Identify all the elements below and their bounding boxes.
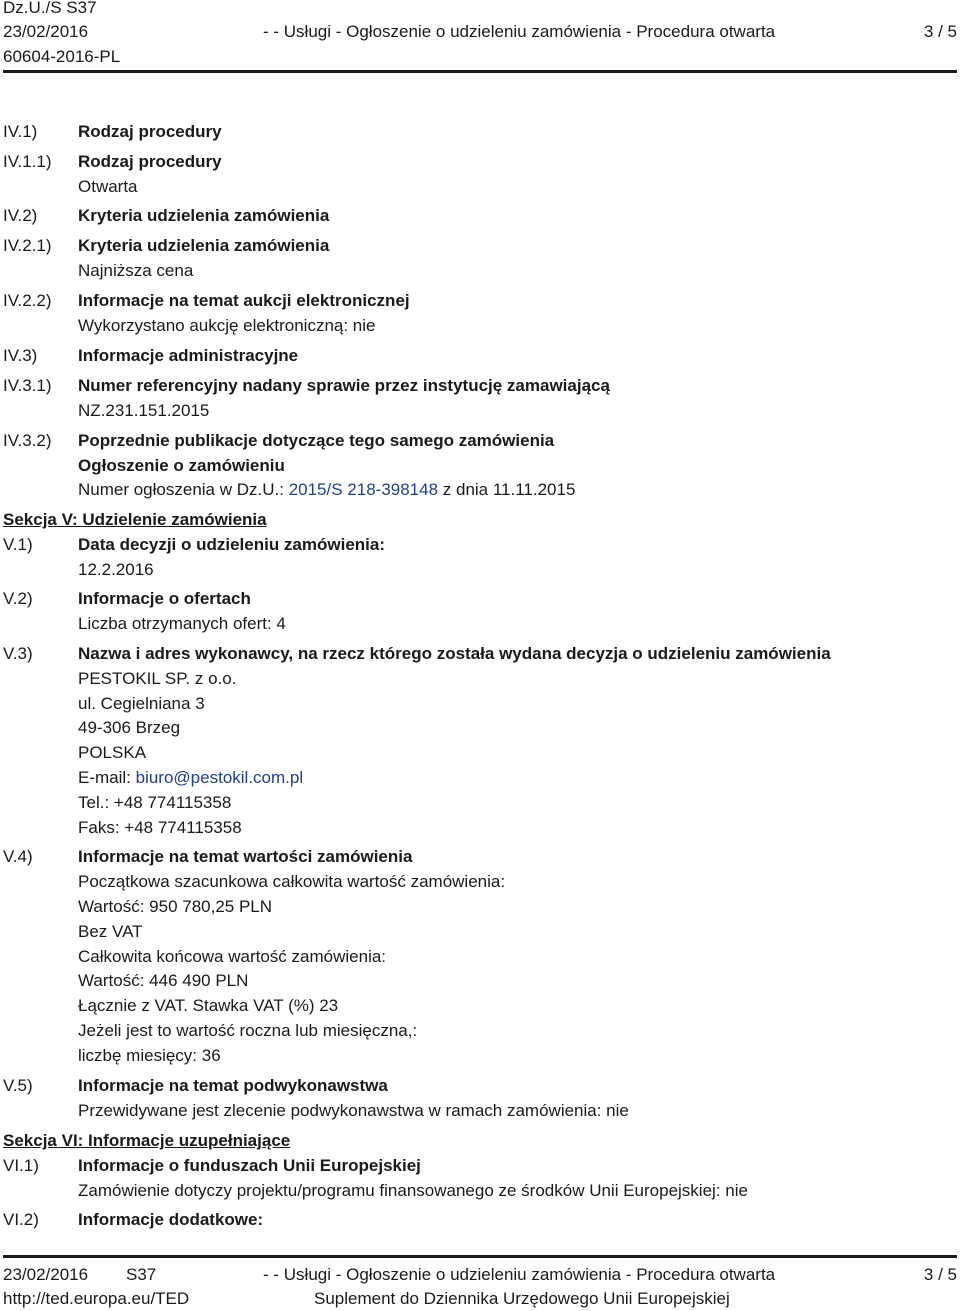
section-value: Wartość: 446 490 PLN xyxy=(78,971,249,990)
section-value: Liczba otrzymanych ofert: 4 xyxy=(78,614,286,633)
header-rule xyxy=(3,70,957,73)
header-date: 23/02/2016 xyxy=(3,22,89,41)
section-number: IV.3) xyxy=(3,346,38,365)
section-number: V.3) xyxy=(3,644,33,663)
contractor-city: 49-306 Brzeg xyxy=(78,718,181,737)
section-value: Wykorzystano aukcję elektroniczną: nie xyxy=(78,316,376,335)
section-value: Początkowa szacunkowa całkowita wartość zamówienia: xyxy=(78,872,506,891)
footer-supplement: Suplement do Dziennika Urzędowego Unii Europejskiej xyxy=(314,1289,730,1308)
section-heading: Sekcja V: Udzielenie zamówienia xyxy=(3,510,267,529)
journal-ref: Dz.U./S S37 xyxy=(3,0,97,17)
section-title: Informacje o funduszach Unii Europejskiej xyxy=(78,1156,421,1175)
section-title: Nazwa i adres wykonawcy, na rzecz którego została wydana decyzja o udzieleniu zamówienia xyxy=(78,644,831,663)
section-value: Najniższa cena xyxy=(78,261,194,280)
section-number: IV.1.1) xyxy=(3,152,52,171)
footer-title: - - Usługi - Ogłoszenie o udzieleniu zamówienia - Procedura otwarta xyxy=(263,1265,776,1284)
section-title: Data decyzji o udzieleniu zamówienia: xyxy=(78,535,386,554)
footer-page-number: 3 / 5 xyxy=(923,1265,957,1284)
reference-number: NZ.231.151.2015 xyxy=(78,401,210,420)
section-value: Otwarta xyxy=(78,177,138,196)
header-page-number: 3 / 5 xyxy=(923,22,957,41)
subsection-title: Ogłoszenie o zamówieniu xyxy=(78,456,285,475)
section-title: Informacje na temat podwykonawstwa xyxy=(78,1076,388,1095)
section-value: liczbę miesięcy: 36 xyxy=(78,1046,221,1065)
contractor-name: PESTOKIL SP. z o.o. xyxy=(78,669,237,688)
section-value: Wartość: 950 780,25 PLN xyxy=(78,897,273,916)
notice-link[interactable]: 2015/S 218-398148 xyxy=(288,480,439,499)
section-title: Kryteria udzielenia zamówienia xyxy=(78,206,330,225)
footer-journal: S37 xyxy=(126,1265,157,1284)
contractor-email xyxy=(78,768,303,788)
section-number: IV.3.2) xyxy=(3,431,52,450)
section-value: Całkowita końcowa wartość zamówienia: xyxy=(78,947,387,966)
section-number: V.1) xyxy=(3,535,33,554)
notice-reference xyxy=(78,480,575,500)
section-title: Informacje administracyjne xyxy=(78,346,299,365)
footer-date: 23/02/2016 xyxy=(3,1265,89,1284)
section-value: Bez VAT xyxy=(78,922,143,941)
section-number: V.4) xyxy=(3,847,33,866)
section-value: Jeżeli jest to wartość roczna lub miesięczna,: xyxy=(78,1021,418,1040)
section-title: Rodzaj procedury xyxy=(78,152,222,171)
section-heading: Sekcja VI: Informacje uzupełniające xyxy=(3,1131,291,1150)
section-title: Informacje o ofertach xyxy=(78,589,251,608)
contractor-phone: Tel.: +48 774115358 xyxy=(78,793,232,812)
email-label: E-mail: xyxy=(78,768,136,787)
section-number: IV.2.2) xyxy=(3,291,52,310)
section-number: IV.2) xyxy=(3,206,38,225)
section-value: Łącznie z VAT. Stawka VAT (%) 23 xyxy=(78,996,339,1015)
notice-date: z dnia 11.11.2015 xyxy=(438,480,576,499)
section-title: Rodzaj procedury xyxy=(78,122,222,141)
section-number: V.2) xyxy=(3,589,33,608)
section-title: Kryteria udzielenia zamówienia xyxy=(78,236,330,255)
document-id: 60604-2016-PL xyxy=(3,47,121,66)
section-title: Numer referencyjny nadany sprawie przez instytucję zamawiającą xyxy=(78,376,610,395)
notice-label: Numer ogłoszenia w Dz.U.: xyxy=(78,480,289,499)
section-value: Zamówienie dotyczy projektu/programu finansowanego ze środków Unii Europejskiej: nie xyxy=(78,1181,748,1200)
section-number: IV.1) xyxy=(3,122,38,141)
section-number: IV.3.1) xyxy=(3,376,52,395)
header-title: - - Usługi - Ogłoszenie o udzieleniu zamówienia - Procedura otwarta xyxy=(263,22,776,41)
footer-rule xyxy=(3,1255,957,1258)
section-title: Informacje na temat aukcji elektronicznej xyxy=(78,291,410,310)
decision-date: 12.2.2016 xyxy=(78,560,154,579)
email-link[interactable]: biuro@pestokil.com.pl xyxy=(135,768,304,787)
section-title: Poprzednie publikacje dotyczące tego samego zamówienia xyxy=(78,431,555,450)
section-title: Informacje dodatkowe: xyxy=(78,1210,264,1229)
section-number: IV.2.1) xyxy=(3,236,52,255)
section-title: Informacje na temat wartości zamówienia xyxy=(78,847,413,866)
footer-url[interactable]: http://ted.europa.eu/TED xyxy=(3,1289,190,1308)
section-number: V.5) xyxy=(3,1076,33,1095)
contractor-country: POLSKA xyxy=(78,743,147,762)
section-number: VI.1) xyxy=(3,1156,39,1175)
contractor-fax: Faks: +48 774115358 xyxy=(78,818,242,837)
contractor-street: ul. Cegielniana 3 xyxy=(78,694,205,713)
section-number: VI.2) xyxy=(3,1210,39,1229)
section-value: Przewidywane jest zlecenie podwykonawstwa w ramach zamówienia: nie xyxy=(78,1101,629,1120)
